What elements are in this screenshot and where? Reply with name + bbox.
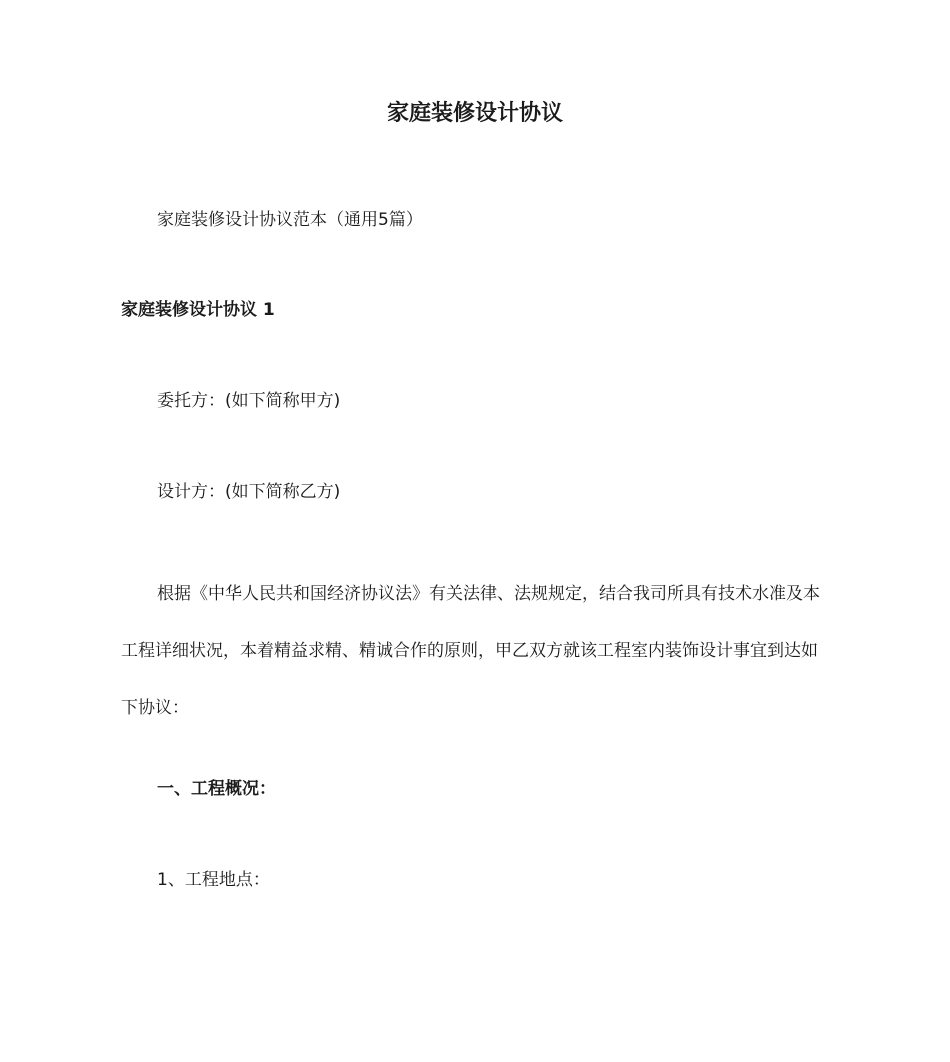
document-subtitle: 家庭装修设计协议范本（通用5篇） — [157, 210, 423, 230]
item-project-location: 1、工程地点： — [157, 870, 270, 890]
document-title: 家庭装修设计协议 — [386, 101, 563, 126]
body-paragraph: 根据《中华人民共和国经济协议法》有关法律、法规规定，结合我司所具有技术水准及本工程详细状况，本着精益求精、精诚合作的原则，甲乙双方就该工程室内装饰设计事宜到达如下协议： — [121, 584, 820, 718]
client-line: 委托方：(如下简称甲方) — [157, 391, 341, 411]
part-heading: 一、工程概况： — [157, 779, 276, 799]
designer-line: 设计方：(如下简称乙方) — [157, 482, 341, 502]
section-heading: 家庭装修设计协议 1 — [121, 300, 275, 320]
